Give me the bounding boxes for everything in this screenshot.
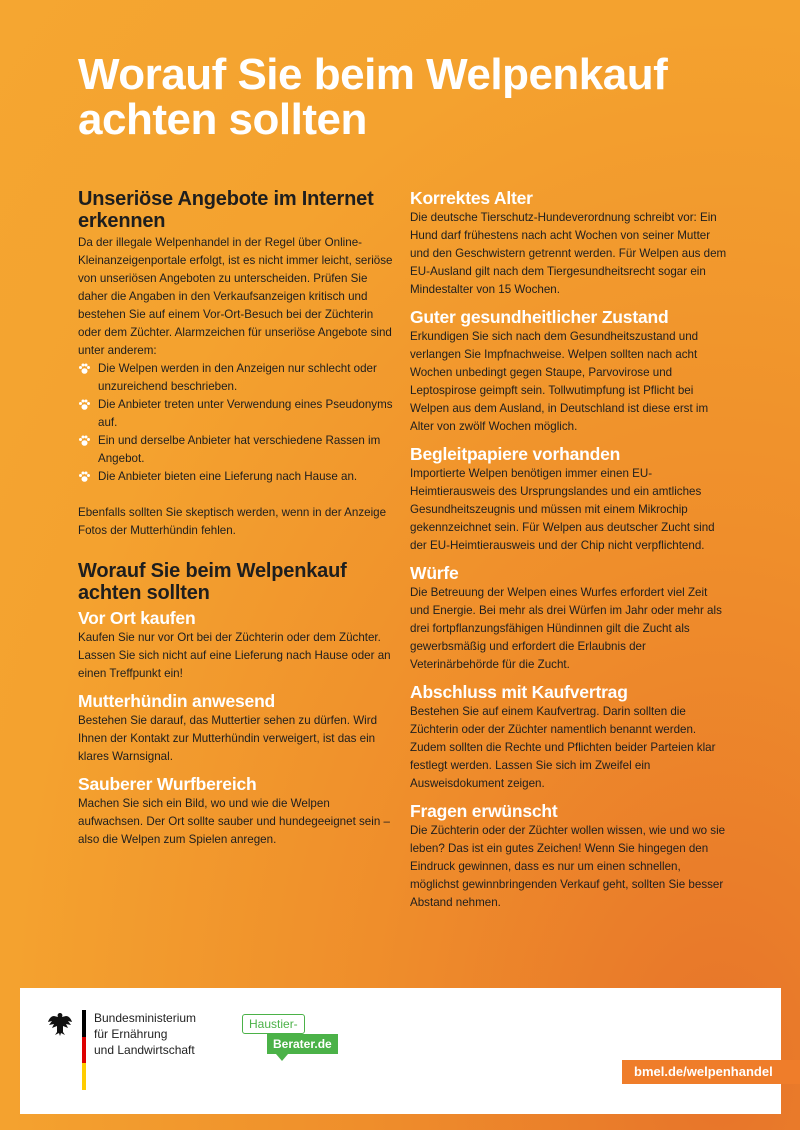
- paw-icon: [78, 399, 91, 411]
- paw-icon: [78, 363, 91, 375]
- eagle-icon: [46, 1010, 74, 1038]
- subsection-text: Importierte Welpen benötigen immer einen EU-Heimtierausweis des Ursprungslandes und ein amtliches Gesundheitszeugnis und müssen mit einem Mikrochip gekennzeichnet sein. Für Welpen aus deutscher Zucht sind der EU-Heimtierausweis und der Chip nicht verpflichtend.: [410, 467, 715, 552]
- paw-icon: [78, 435, 91, 447]
- list-item: [78, 432, 396, 468]
- subsection-heading: Vor Ort kaufen: [78, 608, 196, 628]
- subsection-wuerfe: [410, 563, 728, 674]
- subsection-heading: Abschluss mit Kaufvertrag: [410, 682, 628, 702]
- section-heading-purchase: Worauf Sie beim Welpenkauf achten sollten: [78, 560, 347, 604]
- subsection-begleitpapiere: [410, 444, 728, 555]
- flag-stripe: [82, 1010, 86, 1090]
- list-item-text: Die Welpen werden in den Anzeigen nur schlecht oder unzureichend beschrieben.: [98, 362, 377, 393]
- subsection-wurfbereich: [78, 774, 396, 849]
- subsection-text: Die deutsche Tierschutz-Hundeverordnung schreibt vor: Ein Hund darf frühestens nach acht Wochen von seiner Mutter und den Geschwistern getrennt werden. Für Welpen aus dem EU-Ausland gilt nach dem Tiergesundheitsrecht sogar ein Mindestalter von 15 Wochen.: [410, 211, 727, 296]
- subsection-vor-ort: [78, 608, 396, 683]
- ministry-name: Bundesministerium für Ernährung und Landwirtschaft: [94, 1011, 197, 1057]
- paw-icon: [78, 471, 91, 483]
- subsection-text: Die Züchterin oder der Züchter wollen wissen, wie und wo sie leben? Das ist ein gutes Zeichen! Wenn Sie hingegen den Eindruck gewinnen, dass es nur um einen schnellen, möglichst gewinnbringenden Verkauf geht, sollten Sie besser Abstand nehmen.: [410, 824, 726, 909]
- left-column: [78, 188, 396, 857]
- website-link[interactable]: bmel.de/welpenhandel: [622, 1060, 800, 1084]
- list-item: [78, 468, 396, 486]
- subsection-mutterhuendin: [78, 691, 396, 766]
- subsection-text: Bestehen Sie darauf, das Muttertier sehen zu dürfen. Wird Ihnen der Kontakt zur Mutterhündin verweigert, ist das ein klares Warnsignal.: [78, 714, 378, 763]
- list-item-text: Ein und derselbe Anbieter hat verschiedene Rassen im Angebot.: [98, 434, 381, 465]
- subsection-text: Kaufen Sie nur vor Ort bei der Züchterin oder dem Züchter. Lassen Sie sich nicht auf eine Lieferung nach Hause oder an einen Treffpunkt ein!: [78, 631, 391, 680]
- footer-panel: [20, 988, 781, 1114]
- logo-haustier: Haustier-: [242, 1014, 305, 1034]
- subsection-heading: Mutterhündin anwesend: [78, 691, 276, 711]
- subsection-alter: [410, 188, 728, 299]
- subsection-heading: Sauberer Wurfbereich: [78, 774, 257, 794]
- subsection-kaufvertrag: [410, 682, 728, 793]
- logo-berater: Berater.de: [267, 1034, 338, 1054]
- subsection-text: Bestehen Sie auf einem Kaufvertrag. Darin sollten die Züchterin oder der Züchter namentlich benannt werden. Zudem sollten die Rechte und Pflichten beider Parteien klar festlegt werden. Lassen Sie sich im Zweifel ein Ausweisdokument zeigen.: [410, 705, 716, 790]
- list-item-text: Die Anbieter bieten eine Lieferung nach Hause an.: [98, 470, 358, 483]
- subsection-text: Erkundigen Sie sich nach dem Gesundheitszustand und verlangen Sie Impfnachweise. Welpen sollten nach acht Wochen unbedingt gegen Staupe, Parvovirose und Leptospirose geimpft sein. Tollwutimpfung ist Pflicht bei Welpen aus dem Ausland, in Deutschland ist diese erst im Alter von zwölf Wochen möglich.: [410, 330, 709, 433]
- page-title: Worauf Sie beim Welpenkauf achten sollten: [78, 50, 668, 144]
- subsection-gesundheit: [410, 307, 728, 436]
- list-item: [78, 396, 396, 432]
- subsection-heading: Fragen erwünscht: [410, 801, 558, 821]
- right-column: [410, 188, 728, 920]
- alarm-list: [78, 360, 396, 486]
- logo-speech-tail: [276, 1054, 288, 1061]
- section-text-photos: Ebenfalls sollten Sie skeptisch werden, wenn in der Anzeige Fotos der Mutterhündin fehlen.: [78, 506, 387, 537]
- list-item-text: Die Anbieter treten unter Verwendung eines Pseudonyms auf.: [98, 398, 393, 429]
- subsection-heading: Begleitpapiere vorhanden: [410, 444, 621, 464]
- subsection-fragen: [410, 801, 728, 912]
- section-text-online: Da der illegale Welpenhandel in der Regel über Online-Kleinanzeigenportale erfolgt, ist es nicht immer leicht, seriöse von unseriösen Angeboten zu unterscheiden. Prüfen Sie daher die Angaben in den Verkaufsanzeigen kritisch und bestehen Sie auf einem Vor-Ort-Besuch bei der Züchterin oder dem Züchter. Alarmzeichen für unseriöse Angebote sind unter anderem:: [78, 236, 393, 357]
- subsection-heading: Würfe: [410, 563, 459, 583]
- subsection-heading: Korrektes Alter: [410, 188, 533, 208]
- list-item: [78, 360, 396, 396]
- subsection-heading: Guter gesundheitlicher Zustand: [410, 307, 669, 327]
- section-heading-online: Unseriöse Angebote im Internet erkennen: [78, 188, 374, 232]
- subsection-text: Die Betreuung der Welpen eines Wurfes erfordert viel Zeit und Energie. Bei mehr als drei Würfen im Jahr oder mehr als drei fortpflanzungsfähigen Hündinnen gilt die Zucht als gewerbsmäßig und erfordert die Erlaubnis der Veterinärbehörde für die Zucht.: [410, 586, 722, 671]
- subsection-text: Machen Sie sich ein Bild, wo und wie die Welpen aufwachsen. Der Ort sollte sauber und hundegeeignet sein – also die Welpen zum Spielen anregen.: [78, 797, 390, 846]
